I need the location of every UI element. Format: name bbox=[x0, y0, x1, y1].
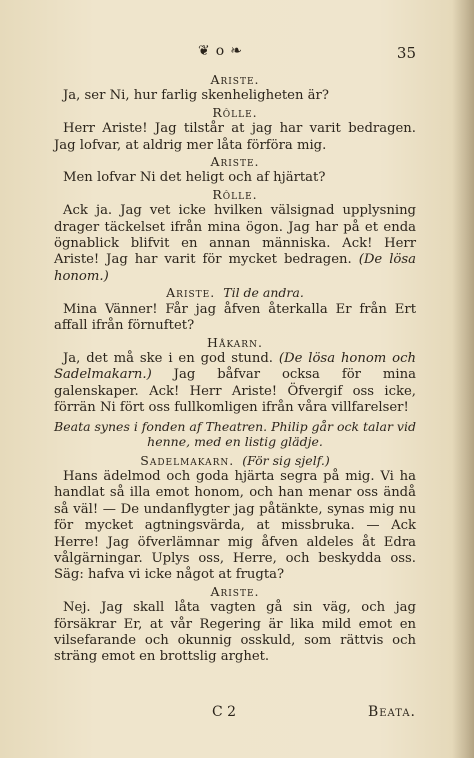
dialogue-line: Herr Ariste! Jag tilstår at jag har varit bedragen. Jag lofvar, at aldrig mer låta förföra mig. bbox=[54, 121, 416, 153]
dialogue-line: Hans ädelmod och goda hjärta segra på mig. Vi ha handlat så illa emot honom, och han menar oss ändå så väl! — De undanflygter jag påtänkte, synas mig nu för mycket agtningsvärda, at missbruka. — Ack Herre! Jag öfverlämnar mig åfven aldeles åt Edra vålgärningar. Uplys oss, Herre, och beskydda oss. Säg: hafva vi icke något at frugta? bbox=[54, 468, 416, 583]
page-spine-shadow bbox=[452, 0, 474, 758]
speaker-name: Rôlle. bbox=[212, 186, 258, 202]
dialogue-line: Men lofvar Ni det heligt och af hjärtat? bbox=[63, 170, 326, 186]
aside-direction: (De lösa honom och Sadelmakarn.) bbox=[54, 350, 417, 383]
aside-direction: (De lösa honom.) bbox=[54, 252, 416, 284]
ornament-center: o bbox=[215, 43, 225, 59]
dialogue-text: Ack ja. Jag vet icke hvilken välsignad upplysning drager täckelset ifrån mina ögon. Jag har på et enda ögnablick blifvit en annan människa. Ack! Herr Ariste! Jag har varit för mycket bedragen. bbox=[54, 203, 416, 268]
dialogue-text: Jag båfvar ocksa för mina galenskaper. Ack! Herr Ariste! Öfvergif oss icke, förrän Ni fört oss fullkomligen ifrån våra villfarelser! bbox=[54, 367, 416, 416]
page-footer bbox=[54, 704, 416, 724]
speaker-label: Sadelmakarn. bbox=[140, 452, 235, 468]
dialogue-text: Ja, det må ske i en god stund. bbox=[63, 350, 273, 366]
stage-direction-block: Beata synes i fonden af Theatren. Philip går ock talar vid henne, med en listig glädje. bbox=[54, 418, 416, 449]
speaker-name bbox=[54, 285, 416, 301]
signature-mark: C 2 bbox=[212, 704, 237, 720]
speaker-name bbox=[54, 453, 416, 469]
stage-direction: (För sig sjelf.) bbox=[242, 452, 330, 468]
speaker-name: Håkarn. bbox=[207, 334, 263, 350]
dialogue-line bbox=[54, 351, 416, 417]
dialogue-line: Ja, ser Ni, hur farlig skenheligheten är? bbox=[63, 88, 329, 104]
dialogue-line: Nej. Jag skall låta vagten gå sin väg, och jag försäkrar Er, at vår Regering är lika mild emot en vilsefarande och okunnig osskuld, som rättvis och sträng emot en brottslig arghet. bbox=[54, 600, 416, 665]
stage-direction: Til de andra. bbox=[223, 285, 304, 301]
header-ornament bbox=[170, 42, 270, 60]
fleuron-left-icon: ❦ bbox=[198, 43, 210, 59]
dialogue-line bbox=[54, 203, 416, 285]
dialogue-line: Mina Vänner! Får jag åfven återkalla Er från Ert affall ifrån förnuftet? bbox=[54, 301, 416, 334]
page-text bbox=[54, 72, 416, 666]
page-number: 35 bbox=[396, 44, 416, 62]
speaker-name: Ariste. bbox=[210, 154, 260, 170]
speaker-label: Ariste. bbox=[166, 285, 216, 301]
speaker-name: Ariste. bbox=[210, 583, 260, 599]
speaker-name: Rôlle. bbox=[212, 104, 258, 120]
speaker-name: Ariste. bbox=[210, 72, 260, 87]
catchword: Beata. bbox=[367, 704, 416, 720]
fleuron-right-icon: ❧ bbox=[230, 43, 242, 59]
